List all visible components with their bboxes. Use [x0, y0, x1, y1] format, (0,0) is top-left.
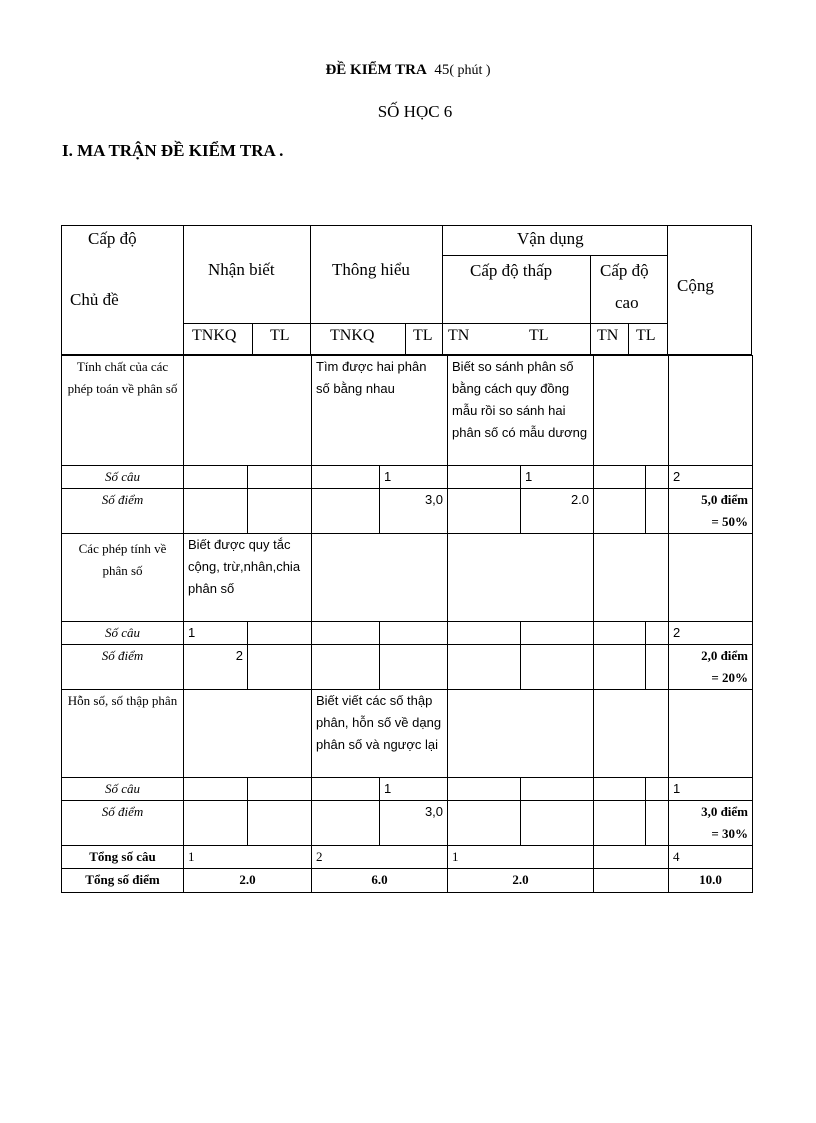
header-cap-do-thap: Cấp độ thấp [470, 261, 553, 280]
tong-cau-van-dung: 1 [448, 846, 594, 869]
cong-diem: 2,0 điểm = 20% [669, 645, 753, 690]
tong-diem-nhan-biet: 2.0 [184, 869, 312, 893]
exam-title-unit: ( phút ) [449, 63, 491, 78]
tong-so-diem-label: Tổng số điểm [62, 869, 184, 893]
so-cau-row [62, 622, 753, 645]
header-chu-de: Chủ đề [70, 290, 119, 309]
diem-thong-hieu: 3,0 [380, 489, 448, 534]
topic-name: Tính chất của các phép toán về phân số [62, 356, 184, 466]
exam-title-bold: ĐỀ KIỂM TRA [325, 62, 427, 78]
topic-name: Các phép tính về phân số [62, 534, 184, 622]
topic-row [62, 690, 753, 778]
so-diem-row [62, 645, 753, 690]
tong-cau-cong: 4 [669, 846, 753, 869]
so-diem-row [62, 801, 753, 846]
so-diem-label: Số điểm [62, 645, 184, 690]
cau-nhan-biet: 1 [184, 622, 248, 645]
header-nhan-biet: Nhận biết [208, 260, 275, 279]
header-cong: Cộng [677, 276, 714, 295]
so-cau-row [62, 778, 753, 801]
diem-nhan-biet: 2 [184, 645, 248, 690]
matrix-table [61, 355, 753, 893]
topic-name: Hỗn số, số thập phân [62, 690, 184, 778]
tong-so-diem-row [62, 869, 753, 893]
header-cap-do: Cấp độ [88, 229, 137, 248]
header-thong-hieu: Thông hiểu [332, 260, 410, 279]
header-tl-2: TL [413, 327, 433, 344]
header-tl-1: TL [270, 327, 290, 344]
cau-cong: 2 [669, 466, 753, 489]
cong-diem: 3,0 điểm = 30% [669, 801, 753, 846]
cau-thong-hieu: 1 [380, 778, 448, 801]
header-cap-do-cao-1: Cấp độ [600, 261, 649, 280]
topic-desc-thong-hieu: Tìm được hai phân số bằng nhau [312, 356, 448, 466]
so-cau-label: Số câu [62, 466, 184, 489]
cong-diem: 5,0 điểm = 50% [669, 489, 753, 534]
cau-thong-hieu: 1 [380, 466, 448, 489]
tong-so-cau-row [62, 846, 753, 869]
topic-desc-nhan-biet: Biết được quy tắc cộng, trừ,nhân,chia phân số [184, 534, 312, 622]
header-cap-do-cao-2: cao [615, 293, 639, 312]
tong-cau-thong-hieu: 2 [312, 846, 448, 869]
header-tn-4: TN [597, 327, 619, 344]
topic-row [62, 356, 753, 466]
so-cau-row [62, 466, 753, 489]
header-tnkq-2: TNKQ [330, 327, 375, 344]
topic-desc-thong-hieu: Biết viết các số thập phân, hỗn số về dạng phân số và ngược lại [312, 690, 448, 778]
tong-so-cau-label: Tổng số câu [62, 846, 184, 869]
subject-title: SỐ HỌC 6 [377, 102, 453, 121]
so-diem-row [62, 489, 753, 534]
header-tnkq-1: TNKQ [192, 327, 237, 344]
cau-cong: 2 [669, 622, 753, 645]
header-van-dung: Vận dụng [517, 229, 584, 248]
tong-diem-thong-hieu: 6.0 [312, 869, 448, 893]
so-diem-label: Số điểm [62, 489, 184, 534]
tong-diem-cong: 10.0 [669, 869, 753, 893]
topic-row [62, 534, 753, 622]
section-heading: I. MA TRẬN ĐỀ KIỂM TRA . [62, 141, 284, 160]
so-cau-label: Số câu [62, 778, 184, 801]
exam-title [0, 62, 816, 79]
header-tl-3: TL [529, 327, 549, 344]
exam-title-minutes: 45 [434, 62, 450, 78]
header-tl-4: TL [636, 327, 656, 344]
matrix-header [61, 225, 752, 355]
cau-cong: 1 [669, 778, 753, 801]
tong-diem-van-dung: 2.0 [448, 869, 594, 893]
so-cau-label: Số câu [62, 622, 184, 645]
diem-thong-hieu: 3,0 [380, 801, 448, 846]
cau-van-dung: 1 [521, 466, 594, 489]
topic-desc-van-dung: Biết so sánh phân số bằng cách quy đồng mẫu rồi so sánh hai phân số có mẫu dương [448, 356, 594, 466]
diem-van-dung: 2.0 [521, 489, 594, 534]
so-diem-label: Số điểm [62, 801, 184, 846]
tong-cau-nhan-biet: 1 [184, 846, 312, 869]
header-tn-3: TN [448, 327, 470, 344]
